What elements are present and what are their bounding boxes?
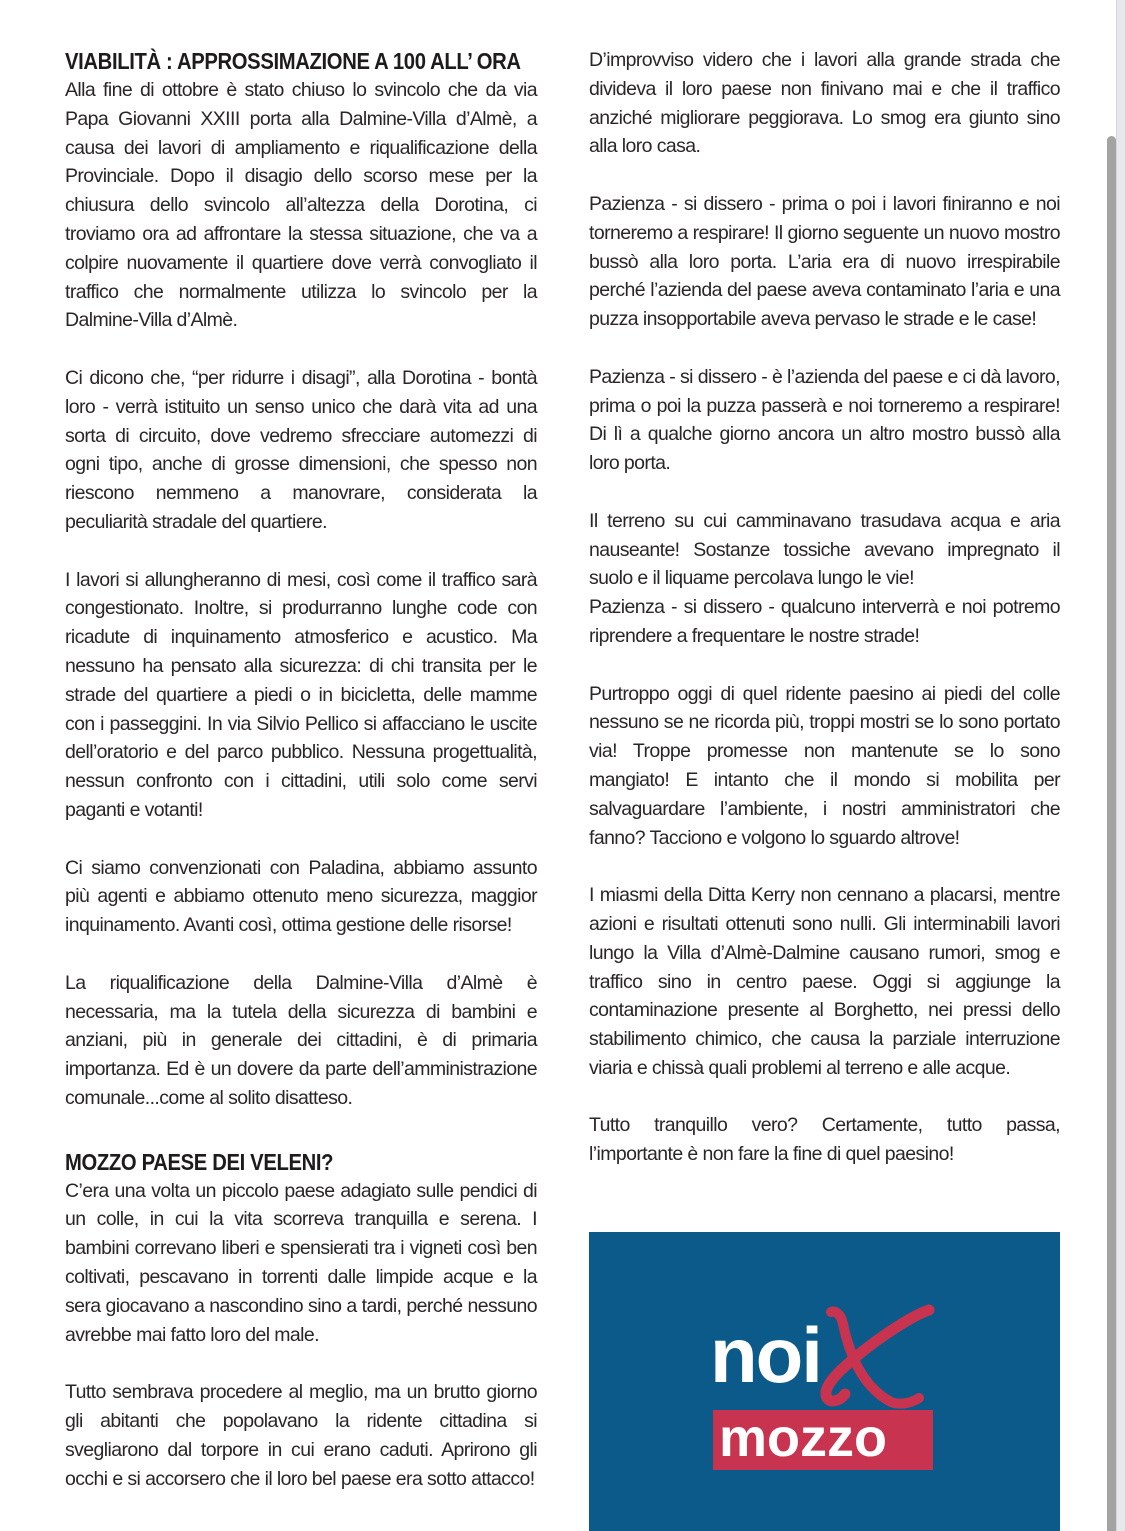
paragraph: C’era una volta un piccolo paese adagiato sulle pendici di un colle, in cui la vita scorreva tranquilla e serena. I bambini correvano liberi e spensierati tra i vigneti così ben coltivati, pescavano in torrenti dalle limpide acque e la sera giocavano a nascondino sino a tardi, perché nessuno avrebbe mai fatto loro del male.: [65, 1179, 537, 1346]
paragraph: Alla fine di ottobre è stato chiuso lo svincolo che da via Papa Giovanni XXIII porta alla Dalmine-Villa d’Almè, a causa dei lavori di ampliamento e riqualificazione della Provinciale. Dopo il disagio dello scorso mese per la chiusura dello svincolo all’altezza della Dorotina, ci troviamo ora ad affrontare la stessa situazione, che va a colpire nuovamente il quartiere dove verrà convogliato il traffico che normalmente utilizza lo svincolo per la Dalmine-Villa d’Almè.: [65, 79, 537, 332]
paragraph: Ci siamo convenzionati con Paladina, abbiamo assunto più agenti e abbiamo ottenuto meno sicurezza, maggior inquinamento. Avanti così, ottima gestione delle risorse!: [65, 856, 537, 937]
logo-word-mozzo: mozzo: [719, 1408, 887, 1468]
noi-x-mozzo-logo: [589, 1232, 1060, 1531]
left-column: [65, 46, 537, 1493]
right-column: [589, 46, 1060, 1169]
paragraph: Purtroppo oggi di quel ridente paesino ai piedi del colle nessuno se ne ricorda più, troppi mostri se lo sono portato via! Troppe promesse non mantenute se lo sono mangiato! E intanto che il mondo si mobilita per salvaguardare l’ambiente, i nostri amministratori che fanno? Tacciono e volgono lo sguardo altrove!: [589, 682, 1060, 849]
section-title-veleni: MOZZO PAESE DEI VELENI?: [65, 1148, 334, 1175]
paragraph: Tutto sembrava procedere al meglio, ma un brutto giorno gli abitanti che popolavano la ridente cittadina si svegliarono dal torpore in cui erano caduti. Aprirono gli occhi e si accorsero che il loro bel paese era sotto attacco!: [65, 1381, 537, 1490]
paragraph: Il terreno su cui camminavano trasudava acqua e aria nauseante! Sostanze tossiche avevano impregnato il suolo e il liquame percolava lungo le vie!: [589, 509, 1060, 590]
paragraph: D’improvviso videro che i lavori alla grande strada che divideva il loro paese non finivano mai e che il traffico anziché migliorare peggiorava. Lo smog era giunto sino alla loro casa.: [589, 49, 1060, 158]
logo-word-noi: noi: [710, 1311, 821, 1399]
paragraph: Pazienza - si dissero - qualcuno interverrà e noi potremo riprendere a frequentare le nostre strade!: [589, 596, 1060, 647]
paragraph: I lavori si allungheranno di mesi, così come il traffico sarà congestionato. Inoltre, si produrranno lunghe code con ricadute di inquinamento atmosferico e acustico. Ma nessuno ha pensato alla sicurezza: di chi transita per le strade del quartiere a piedi o in bicicletta, delle mamme con i passeggini. In via Silvio Pellico si affacciano le uscite dell’oratorio e del parco pubblico. Nessuna progettualità, nessun confronto con i cittadini, utili solo come servi paganti e votanti!: [65, 568, 537, 821]
section-title-viabilita: VIABILITÀ : APPROSSIMAZIONE A 100 ALL’ ORA: [65, 48, 521, 74]
paragraph: La riqualificazione della Dalmine-Villa d’Almè è necessaria, ma la tutela della sicurezza di bambini e anziani, più in generale dei cittadini, è di primaria importanza. Ed è un dovere da parte dell’amministrazione comunale...come al solito disatteso.: [65, 971, 537, 1109]
paragraph: Ci dicono che, “per ridurre i disagi”, alla Dorotina - bontà loro - verrà istituito un senso unico che darà vita ad una sorta di circuito, dove vedremo sfrecciare automezzi di ogni tipo, anche di grosse dimensioni, che spesso non riescono nemmeno a manovrare, considerata la peculiarità stradale del quartiere.: [65, 366, 537, 533]
paragraph: Tutto tranquillo vero? Certamente, tutto passa, l’importante è non fare la fine di quel paesino!: [589, 1114, 1060, 1166]
paragraph: Pazienza - si dissero - prima o poi i lavori finiranno e noi torneremo a respirare! Il giorno seguente un nuovo mostro bussò alla loro porta. L’aria era di nuovo irrespirabile perché l’azienda del paese aveva contaminato l’aria e una puzza insopportabile aveva pervaso le strade e le case!: [589, 192, 1060, 331]
scrollbar-thumb[interactable]: [1107, 136, 1116, 1531]
scrollbar-track[interactable]: [1116, 0, 1125, 1531]
paragraph: I miasmi della Ditta Kerry non cennano a placarsi, mentre azioni e risultati ottenuti sono nulli. Gli interminabili lavori lungo la Villa d’Almè-Dalmine causano rumori, smog e traffico sino in centro paese. Oggi si aggiunge la contaminazione presente al Borghetto, nei pressi dello stabilimento chimico, che causa la parziale interruzione viaria e chissà quali problemi al terreno e alle acque.: [589, 884, 1060, 1079]
x-mark-icon: [801, 1302, 941, 1412]
paragraph: Pazienza - si dissero - è l’azienda del paese e ci dà lavoro, prima o poi la puzza passerà e noi torneremo a respirare! Di lì a qualche giorno ancora un altro mostro bussò alla loro porta.: [589, 365, 1060, 475]
